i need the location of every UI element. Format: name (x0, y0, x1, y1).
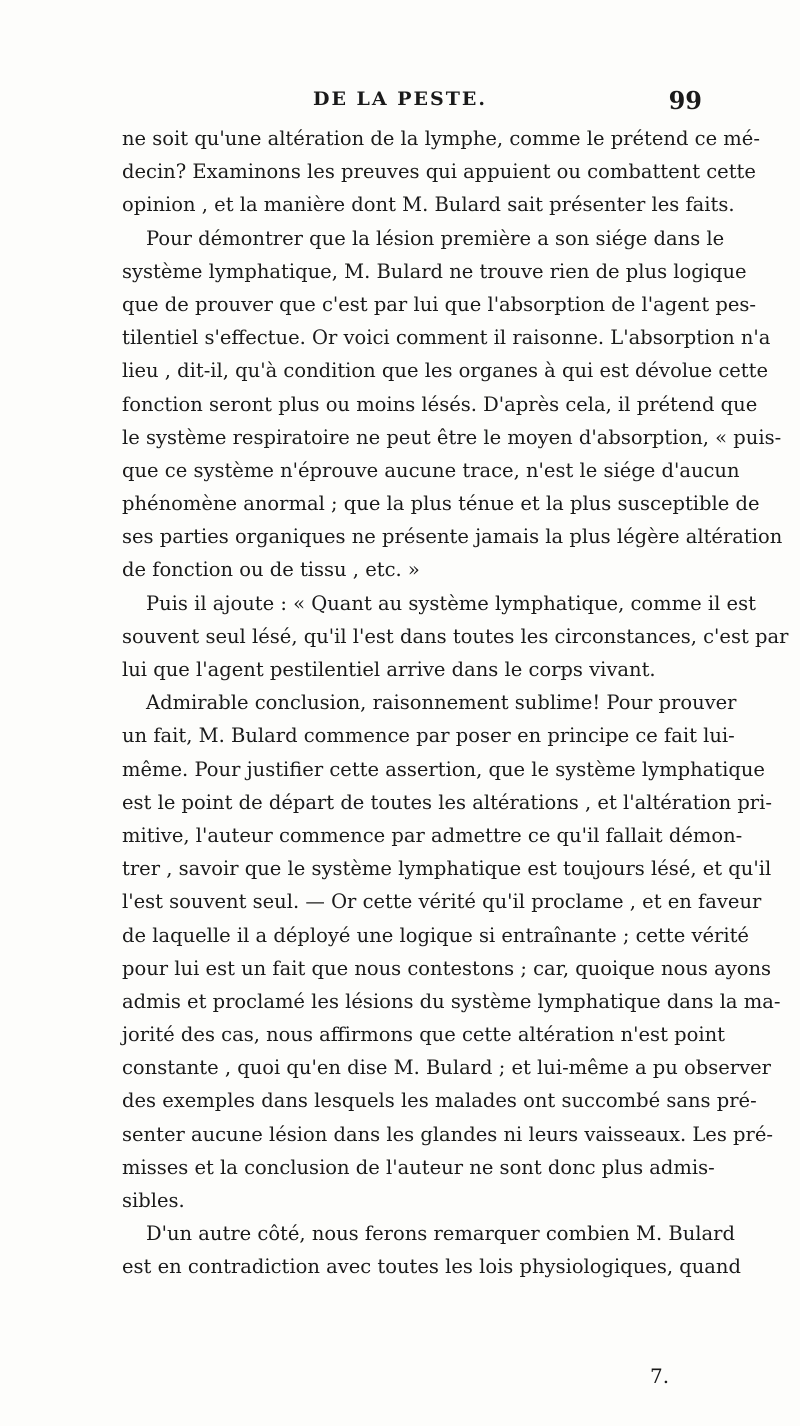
page-number: 99 (668, 86, 702, 115)
text-line: souvent seul lésé, qu'il l'est dans toutes les circonstances, c'est par (122, 624, 789, 648)
text-line: que de prouver que c'est par lui que l'absorption de l'agent pes- (122, 292, 756, 316)
text-line: est le point de départ de toutes les altérations , et l'altération pri- (122, 790, 772, 814)
running-head: DE LA PESTE. (312, 88, 487, 110)
text-line: Pour démontrer que la lésion première a son siége dans le (146, 226, 725, 250)
text-line: l'est souvent seul. — Or cette vérité qu'il proclame , et en faveur (122, 890, 762, 914)
text-line: opinion , et la manière dont M. Bulard sait présenter les faits. (122, 193, 735, 217)
text-line: jorité des cas, nous affirmons que cette altération n'est point (122, 1023, 725, 1047)
body-text (122, 122, 789, 1284)
text-line: un fait, M. Bulard commence par poser en principe ce fait lui- (122, 724, 735, 748)
text-line: est en contradiction avec toutes les lois physiologiques, quand (122, 1255, 741, 1279)
text-line: senter aucune lésion dans les glandes ni leurs vaisseaux. Les pré- (122, 1122, 773, 1146)
text-line: le système respiratoire ne peut être le moyen d'absorption, « puis- (122, 425, 782, 449)
text-line: lui que l'agent pestilentiel arrive dans le corps vivant. (122, 658, 656, 681)
text-line: des exemples dans lesquels les malades ont succombé sans pré- (122, 1089, 757, 1113)
text-line: phénomène anormal ; que la plus ténue et la plus susceptible de (122, 492, 760, 516)
signature-mark: 7. (650, 1364, 670, 1388)
text-line: D'un autre côté, nous ferons remarquer combien M. Bulard (146, 1222, 735, 1246)
text-line: de laquelle il a déployé une logique si entraînante ; cette vérité (122, 923, 749, 947)
text-line: trer , savoir que le système lymphatique est toujours lésé, et qu'il (122, 857, 772, 881)
text-line: ne soit qu'une altération de la lymphe, comme le prétend ce mé- (122, 127, 760, 150)
text-line: decin? Examinons les preuves qui appuient ou combattent cette (122, 160, 756, 184)
text-line: système lymphatique, M. Bulard ne trouve rien de plus logique (122, 259, 747, 283)
text-line: fonction seront plus ou moins lésés. D'après cela, il prétend que (122, 392, 758, 416)
text-line: pour lui est un fait que nous contestons ; car, quoique nous ayons (122, 956, 772, 980)
text-line: constante , quoi qu'en dise M. Bulard ; et lui-même a pu observer (122, 1056, 771, 1080)
text-line: lieu , dit-il, qu'à condition que les organes à qui est dévolue cette (122, 359, 769, 383)
text-line: de fonction ou de tissu , etc. » (122, 558, 420, 582)
text-line: tilentiel s'effectue. Or voici comment il raisonne. L'absorption n'a (122, 326, 771, 350)
page-header (0, 86, 800, 116)
text-line: misses et la conclusion de l'auteur ne sont donc plus admis- (122, 1155, 715, 1179)
text-line: mitive, l'auteur commence par admettre ce qu'il fallait démon- (122, 823, 743, 847)
text-line: que ce système n'éprouve aucune trace, n'est le siége d'aucun (122, 458, 740, 482)
text-line: sibles. (122, 1189, 185, 1212)
text-line: ses parties organiques ne présente jamais la plus légère altération (122, 525, 783, 549)
text-line: admis et proclamé les lésions du système lymphatique dans la ma- (122, 989, 781, 1013)
text-line: même. Pour justifier cette assertion, que le système lymphatique (122, 757, 765, 781)
text-line: Puis il ajoute : « Quant au système lymphatique, comme il est (146, 591, 756, 615)
text-line: Admirable conclusion, raisonnement sublime! Pour prouver (146, 691, 737, 715)
